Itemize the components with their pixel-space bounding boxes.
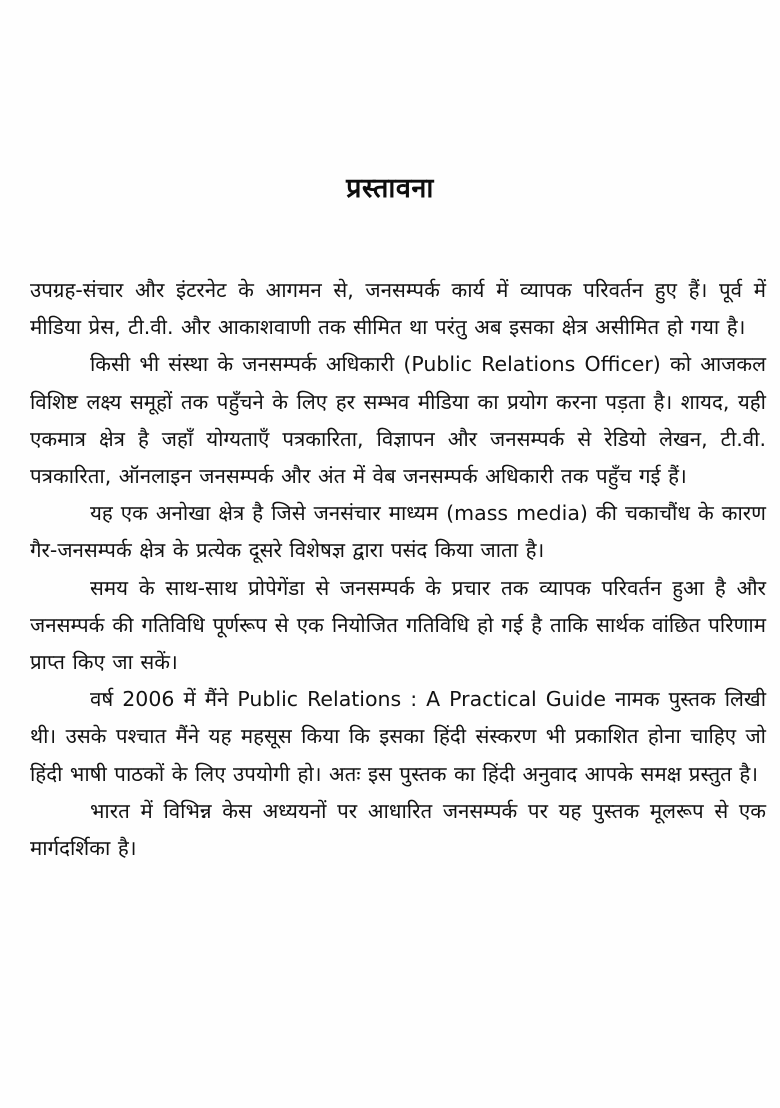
paragraph-1: उपग्रह-संचार और इंटरनेट के आगमन से, जनसम्पर्क कार्य में व्यापक परिवर्तन हुए हैं। पूर्व में मीडिया प्रेस, टी.वी. और आकाशवाणी तक सीमित था परंतु अब इसका क्षेत्र असीमित हो गया है।: [30, 278, 766, 340]
paragraph-4: समय के साथ-साथ प्रोपेगेंडा से जनसम्पर्क के प्रचार तक व्यापक परिवर्तन हुआ है और जनसम्पर्क की गतिविधि पूर्णरूप से एक नियोजित गतिविधि हो गई है ताकि सार्थक वांछित परिणाम प्राप्त किए जा सकें।: [30, 575, 766, 675]
page-title: प्रस्तावना: [346, 173, 434, 205]
paragraph-2: किसी भी संस्था के जनसम्पर्क अधिकारी (Public Relations Officer) को आजकल विशिष्ट लक्ष्य समूहों तक पहुँचने के लिए हर सम्भव मीडिया का प्रयोग करना पड़ता है। शायद, यही एकमात्र क्षेत्र है जहाँ योग्यताएँ पत्रकारिता, विज्ञापन और जनसम्पर्क से रेडियो लेखन, टी.वी. पत्रकारिता, ऑनलाइन जनसम्पर्क और अंत में वेब जनसम्पर्क अधिकारी तक पहुँच गई हैं।: [30, 352, 766, 489]
paragraph-6: भारत में विभिन्न केस अध्ययनों पर आधारित जनसम्पर्क पर यह पुस्तक मूलरूप से एक मार्गदर्शिका है।: [30, 798, 766, 861]
paragraph-5: वर्ष 2006 में मैंने Public Relations : A Practical Guide नामक पुस्तक लिखी थी। उसके पश्चात मैंने यह महसूस किया कि इसका हिंदी संस्करण भी प्रकाशित होना चाहिए जो हिंदी भाषी पाठकों के लिए उपयोगी हो। अतः इस पुस्तक का हिंदी अनुवाद आपके समक्ष प्रस्तुत है।: [30, 687, 766, 786]
paragraph-3: यह एक अनोखा क्षेत्र है जिसे जनसंचार माध्यम (mass media) की चकाचौंध के कारण गैर-जनसम्पर्क क्षेत्र के प्रत्येक दूसरे विशेषज्ञ द्वारा पसंद किया जाता है।: [30, 501, 766, 563]
preface-body: [30, 272, 766, 867]
